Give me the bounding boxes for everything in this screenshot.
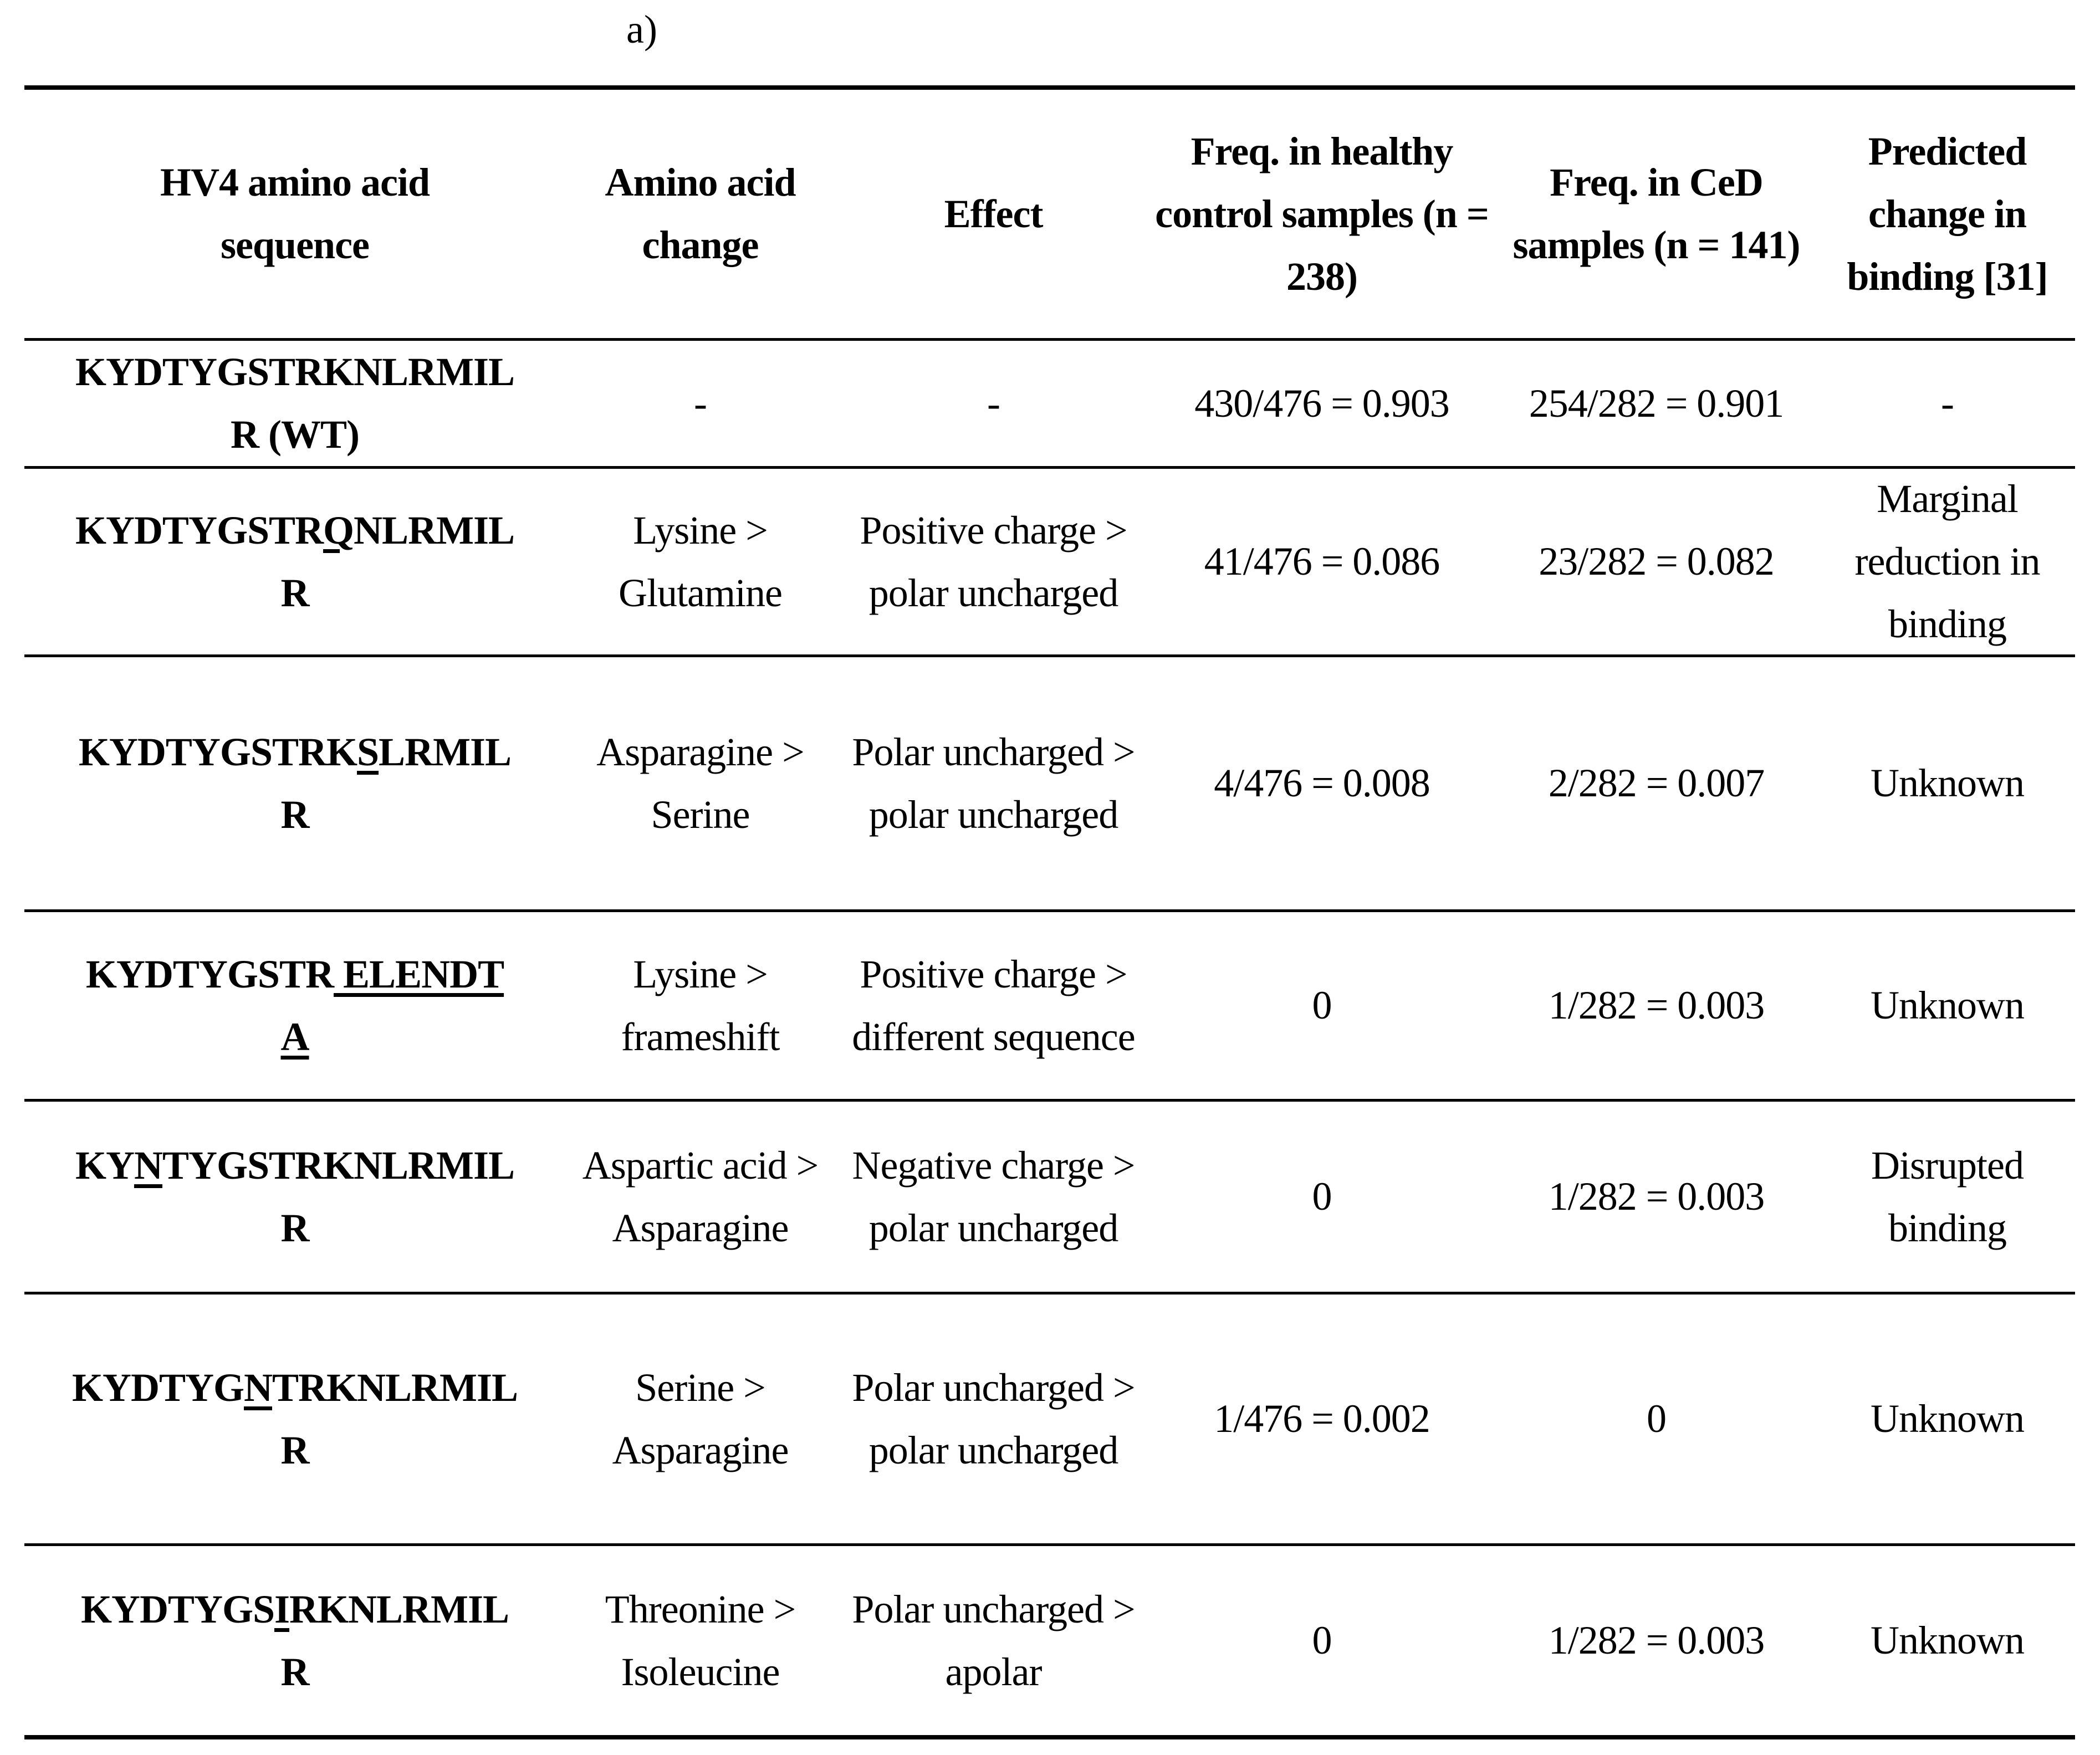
cell-binding: Unknown [1871,983,2024,1027]
cell-freq-healthy: 41/476 = 0.086 [1204,539,1440,584]
table-bottom-rule [24,1735,2075,1739]
cell-freq-ced: 1/282 = 0.003 [1548,1618,1765,1662]
cell-freq-ced: 2/282 = 0.007 [1548,761,1765,805]
cell-freq-healthy: 430/476 = 0.903 [1194,381,1449,426]
cell-effect: Polar uncharged > polar uncharged [852,1365,1135,1472]
cell-aa-change: - [694,381,707,426]
cell-binding: Unknown [1871,761,2024,805]
mutation-highlight: S [357,729,379,774]
cell-effect: - [987,381,1000,426]
table-top-rule [24,85,2075,90]
cell-effect: Negative charge > polar uncharged [852,1143,1135,1250]
cell-freq-ced: 0 [1647,1396,1666,1441]
cell-aa-change: Serine > Asparagine [612,1365,789,1472]
cell-aa-change: Lysine > frameshift [621,951,780,1059]
cell-binding: Unknown [1871,1396,2024,1441]
header-freq-ced: Freq. in CeD samples (n = 141) [1513,160,1800,267]
panel-label: a) [626,7,657,52]
header-aa-change: Amino acid change [605,160,796,267]
cell-freq-ced: 23/282 = 0.082 [1539,539,1774,584]
cell-freq-healthy: 0 [1312,1618,1332,1662]
mutation-highlight: N [243,1365,272,1410]
cell-sequence: KYDTYGSTRKSLRMIL R [78,729,512,837]
cell-freq-healthy: 4/476 = 0.008 [1214,761,1430,805]
header-sequence: HV4 amino acid sequence [160,160,430,267]
cell-aa-change: Lysine > Glutamine [619,508,782,615]
cell-freq-ced: 1/282 = 0.003 [1548,983,1765,1027]
cell-binding: Disrupted binding [1871,1143,2024,1250]
cell-binding: - [1941,381,1954,426]
header-binding: Predicted change in binding [31] [1847,129,2048,299]
mutation-highlight: ELENDT [334,951,504,996]
cell-sequence: KYDTYGSIRKNLRMIL R [80,1587,509,1694]
cell-binding: Marginal reduction in binding [1854,477,2040,646]
header-effect: Effect [944,191,1043,236]
cell-sequence: KYDTYGSTRKNLRMIL R (WT) [75,350,515,457]
cell-aa-change: Asparagine > Serine [596,729,804,837]
cell-effect: Polar uncharged > apolar [852,1587,1135,1694]
cell-freq-ced: 1/282 = 0.003 [1548,1174,1765,1219]
cell-aa-change: Threonine > Isoleucine [605,1587,796,1694]
cell-aa-change: Aspartic acid > Asparagine [582,1143,819,1250]
mutation-highlight: I [274,1587,290,1631]
cell-effect: Polar uncharged > polar uncharged [852,729,1135,837]
cell-sequence: KYNTYGSTRKNLRMIL R [75,1143,515,1250]
mutation-highlight: N [134,1143,162,1188]
header-freq-healthy: Freq. in healthy control samples (n = 238) [1155,129,1489,299]
cell-freq-healthy: 0 [1312,983,1332,1027]
cell-effect: Positive charge > polar uncharged [860,508,1127,615]
cell-freq-ced: 254/282 = 0.901 [1529,381,1784,426]
cell-sequence: KYDTYGSTRQNLRMIL R [75,508,515,615]
cell-sequence: KYDTYGNTRKNLRMIL R [71,1365,518,1472]
cell-sequence: KYDTYGSTR ELENDT A [85,951,504,1059]
cell-binding: Unknown [1871,1618,2024,1662]
cell-freq-healthy: 0 [1312,1174,1332,1219]
cell-freq-healthy: 1/476 = 0.002 [1214,1396,1430,1441]
mutation-highlight: Q [323,508,354,552]
cell-effect: Positive charge > different sequence [852,951,1135,1059]
